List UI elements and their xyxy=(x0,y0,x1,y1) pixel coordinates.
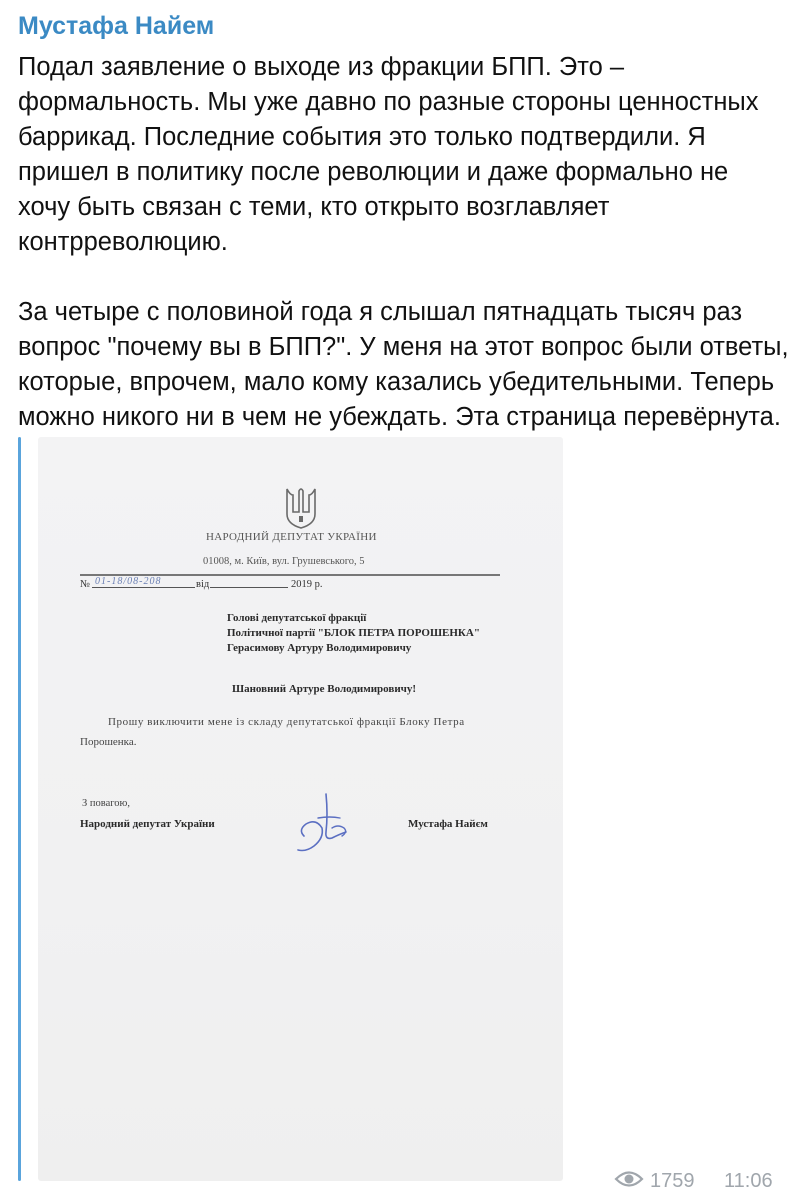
post-line: хочу быть связан с теми, кто открыто возглавляет xyxy=(18,193,610,221)
post-line: можно никого ни в чем не убеждать. Эта страница перевёрнута. xyxy=(18,403,781,431)
body-line: Порошенка. xyxy=(80,736,137,748)
addressee-line: Політичної партії "БЛОК ПЕТРА ПОРОШЕНКА" xyxy=(227,627,480,639)
post-time: 11:06 xyxy=(724,1170,773,1192)
handwritten-signature xyxy=(292,788,362,858)
document-header-address: 01008, м. Київ, вул. Грушевського, 5 xyxy=(203,556,365,567)
closing: З повагою, xyxy=(82,798,130,809)
post-text xyxy=(18,50,793,435)
post-line: Подал заявление о выходе из фракции БПП. Это – xyxy=(18,53,625,81)
post-line: формальность. Мы уже давно по разные стороны ценностных xyxy=(18,88,759,116)
registration-date-label: від xyxy=(196,579,210,590)
addressee-line: Герасимову Артуру Володимировичу xyxy=(227,642,412,654)
eye-icon xyxy=(614,1168,644,1190)
post-author[interactable]: Мустафа Найем xyxy=(18,12,215,40)
registration-year: 2019 р. xyxy=(291,579,323,590)
registration-date-line xyxy=(210,587,288,588)
post-line: За четыре с половиной года я слышал пятнадцать тысяч раз xyxy=(18,298,743,326)
document-header-title: НАРОДНИЙ ДЕПУТАТ УКРАЇНИ xyxy=(206,531,377,543)
addressee-line: Голові депутатської фракції xyxy=(227,612,367,624)
registration-number-line xyxy=(92,587,195,588)
registration-number-label: № xyxy=(80,579,91,590)
post-line: баррикад. Последние события это только подтвердили. Я xyxy=(18,123,706,151)
post-line: контрреволюцию. xyxy=(18,228,228,256)
quote-bar xyxy=(18,437,21,1181)
signer-title: Народний депутат України xyxy=(80,818,215,830)
greeting: Шановний Артуре Володимировичу! xyxy=(232,683,417,695)
post-line: пришел в политику после революции и даже формально не xyxy=(18,158,729,186)
post-line: вопрос "почему вы в БПП?". У меня на этот вопрос были ответы, xyxy=(18,333,789,361)
post-line: которые, впрочем, мало кому казались убедительными. Теперь xyxy=(18,368,775,396)
paragraph-gap xyxy=(18,260,793,295)
trident-icon xyxy=(284,486,318,530)
views-count: 1759 xyxy=(650,1170,695,1192)
signer-name: Мустафа Найєм xyxy=(408,818,488,830)
body-line: Прошу виключити мене із складу депутатської фракції Блоку Петра xyxy=(108,716,465,728)
registration-number-handwritten: 01-18/08-208 xyxy=(95,576,162,587)
